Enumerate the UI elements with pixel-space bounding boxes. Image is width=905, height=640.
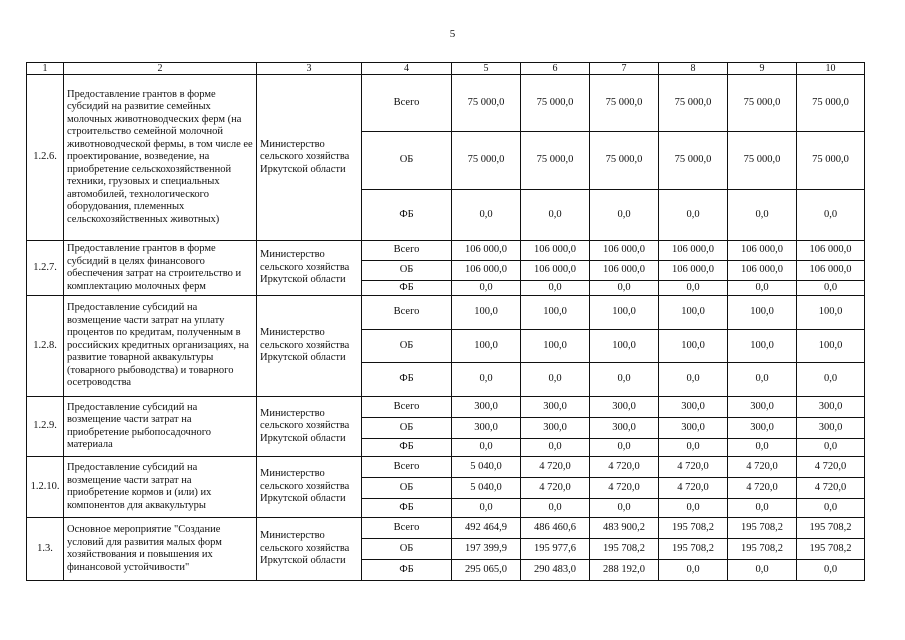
column-header-8: 8 <box>659 63 728 75</box>
amount-cell: 0,0 <box>728 281 797 296</box>
amount-cell: 300,0 <box>659 418 728 439</box>
amount-cell: 0,0 <box>521 190 590 241</box>
funding-source: ФБ <box>362 499 452 518</box>
amount-cell: 100,0 <box>590 296 659 330</box>
amount-cell: 195 708,2 <box>659 539 728 560</box>
table-row <box>27 75 865 132</box>
amount-cell: 0,0 <box>659 281 728 296</box>
table-row <box>27 457 865 478</box>
amount-cell: 100,0 <box>728 330 797 363</box>
funding-source: ФБ <box>362 281 452 296</box>
row-code: 1.2.10. <box>27 457 64 518</box>
amount-cell: 0,0 <box>521 439 590 457</box>
amount-cell: 0,0 <box>590 499 659 518</box>
amount-cell: 300,0 <box>590 397 659 418</box>
amount-cell: 106 000,0 <box>728 261 797 281</box>
amount-cell: 300,0 <box>659 397 728 418</box>
amount-cell: 4 720,0 <box>590 457 659 478</box>
page-number: 5 <box>449 28 456 40</box>
funding-source: ОБ <box>362 132 452 190</box>
amount-cell: 0,0 <box>521 363 590 397</box>
amount-cell: 75 000,0 <box>728 75 797 132</box>
amount-cell: 75 000,0 <box>797 132 865 190</box>
amount-cell: 4 720,0 <box>590 478 659 499</box>
amount-cell: 300,0 <box>521 397 590 418</box>
funding-source: Всего <box>362 457 452 478</box>
amount-cell: 0,0 <box>521 281 590 296</box>
amount-cell: 290 483,0 <box>521 560 590 581</box>
amount-cell: 75 000,0 <box>590 132 659 190</box>
amount-cell: 0,0 <box>590 363 659 397</box>
amount-cell: 100,0 <box>797 330 865 363</box>
table-row <box>27 241 865 261</box>
amount-cell: 195 708,2 <box>728 518 797 539</box>
amount-cell: 106 000,0 <box>659 261 728 281</box>
amount-cell: 0,0 <box>659 560 728 581</box>
amount-cell: 4 720,0 <box>659 478 728 499</box>
row-description: Предоставление субсидий на возмещение части затрат на приобретение кормов и (или) их компонентов для аквакультуры <box>64 457 257 518</box>
amount-cell: 0,0 <box>590 190 659 241</box>
column-header-4: 4 <box>362 63 452 75</box>
row-organization: Министерство сельского хозяйства Иркутской области <box>257 241 362 296</box>
amount-cell: 0,0 <box>797 281 865 296</box>
amount-cell: 486 460,6 <box>521 518 590 539</box>
funding-source: Всего <box>362 296 452 330</box>
amount-cell: 4 720,0 <box>728 478 797 499</box>
funding-source: Всего <box>362 397 452 418</box>
amount-cell: 0,0 <box>797 499 865 518</box>
amount-cell: 300,0 <box>521 418 590 439</box>
amount-cell: 0,0 <box>728 190 797 241</box>
amount-cell: 0,0 <box>659 363 728 397</box>
amount-cell: 106 000,0 <box>590 241 659 261</box>
amount-cell: 106 000,0 <box>728 241 797 261</box>
row-organization: Министерство сельского хозяйства Иркутской области <box>257 296 362 397</box>
amount-cell: 0,0 <box>452 439 521 457</box>
amount-cell: 100,0 <box>521 330 590 363</box>
column-header-1: 1 <box>27 63 64 75</box>
funding-source: ОБ <box>362 261 452 281</box>
amount-cell: 0,0 <box>452 190 521 241</box>
column-header-10: 10 <box>797 63 865 75</box>
row-description: Предоставление субсидий на возмещение части затрат на приобретение рыбопосадочного материала <box>64 397 257 457</box>
amount-cell: 106 000,0 <box>521 261 590 281</box>
amount-cell: 300,0 <box>590 418 659 439</box>
row-organization: Министерство сельского хозяйства Иркутской области <box>257 518 362 581</box>
amount-cell: 75 000,0 <box>797 75 865 132</box>
amount-cell: 100,0 <box>659 296 728 330</box>
amount-cell: 300,0 <box>797 418 865 439</box>
row-code: 1.2.6. <box>27 75 64 241</box>
amount-cell: 4 720,0 <box>797 457 865 478</box>
row-description: Предоставление грантов в форме субсидий на развитие семейных молочных животноводческих ферм (на строительство семейной молочной животноводческой фермы, в том числе ее проектирование, возведение, на приобретение сельскохозяйственной техники, грузовых и специальных автомобилей, технологического оборудования, племенных сельскохозяйственных животных) <box>64 75 257 241</box>
column-header-2: 2 <box>64 63 257 75</box>
amount-cell: 195 708,2 <box>659 518 728 539</box>
amount-cell: 288 192,0 <box>590 560 659 581</box>
amount-cell: 0,0 <box>452 281 521 296</box>
amount-cell: 300,0 <box>452 397 521 418</box>
row-organization: Министерство сельского хозяйства Иркутской области <box>257 457 362 518</box>
row-description: Предоставление субсидий на возмещение части затрат на уплату процентов по кредитам, полученным в российских кредитных организациях, на развитие товарной аквакультуры (товарного рыбоводства) и товарного осетроводства <box>64 296 257 397</box>
row-code: 1.3. <box>27 518 64 581</box>
column-header-6: 6 <box>521 63 590 75</box>
amount-cell: 75 000,0 <box>521 132 590 190</box>
row-code: 1.2.9. <box>27 397 64 457</box>
amount-cell: 300,0 <box>728 397 797 418</box>
amount-cell: 75 000,0 <box>452 75 521 132</box>
funding-source: ОБ <box>362 330 452 363</box>
row-code: 1.2.7. <box>27 241 64 296</box>
header-row <box>27 63 865 75</box>
amount-cell: 197 399,9 <box>452 539 521 560</box>
amount-cell: 0,0 <box>797 363 865 397</box>
amount-cell: 195 977,6 <box>521 539 590 560</box>
row-description: Основное мероприятие "Создание условий для развития малых форм хозяйствования и повышения их финансовой устойчивости" <box>64 518 257 581</box>
amount-cell: 0,0 <box>590 281 659 296</box>
table-row <box>27 296 865 330</box>
amount-cell: 0,0 <box>728 560 797 581</box>
amount-cell: 195 708,2 <box>728 539 797 560</box>
amount-cell: 75 000,0 <box>659 75 728 132</box>
funding-source: Всего <box>362 75 452 132</box>
column-header-5: 5 <box>452 63 521 75</box>
amount-cell: 483 900,2 <box>590 518 659 539</box>
column-header-9: 9 <box>728 63 797 75</box>
amount-cell: 106 000,0 <box>797 261 865 281</box>
budget-table <box>26 62 865 581</box>
funding-source: ОБ <box>362 539 452 560</box>
amount-cell: 5 040,0 <box>452 457 521 478</box>
amount-cell: 195 708,2 <box>590 539 659 560</box>
amount-cell: 300,0 <box>728 418 797 439</box>
amount-cell: 106 000,0 <box>452 241 521 261</box>
amount-cell: 106 000,0 <box>521 241 590 261</box>
amount-cell: 195 708,2 <box>797 518 865 539</box>
amount-cell: 4 720,0 <box>797 478 865 499</box>
amount-cell: 0,0 <box>659 439 728 457</box>
amount-cell: 75 000,0 <box>590 75 659 132</box>
amount-cell: 4 720,0 <box>659 457 728 478</box>
amount-cell: 0,0 <box>452 363 521 397</box>
column-header-3: 3 <box>257 63 362 75</box>
funding-source: Всего <box>362 241 452 261</box>
amount-cell: 5 040,0 <box>452 478 521 499</box>
amount-cell: 195 708,2 <box>797 539 865 560</box>
table-row <box>27 518 865 539</box>
amount-cell: 100,0 <box>659 330 728 363</box>
row-code: 1.2.8. <box>27 296 64 397</box>
amount-cell: 100,0 <box>521 296 590 330</box>
amount-cell: 0,0 <box>728 499 797 518</box>
table-row <box>27 397 865 418</box>
amount-cell: 100,0 <box>452 296 521 330</box>
amount-cell: 100,0 <box>590 330 659 363</box>
amount-cell: 75 000,0 <box>452 132 521 190</box>
amount-cell: 0,0 <box>728 363 797 397</box>
amount-cell: 0,0 <box>797 190 865 241</box>
amount-cell: 106 000,0 <box>659 241 728 261</box>
row-description: Предоставление грантов в форме субсидий в целях финансового обеспечения затрат на строительство и комплектацию молочных ферм <box>64 241 257 296</box>
amount-cell: 100,0 <box>728 296 797 330</box>
amount-cell: 100,0 <box>452 330 521 363</box>
amount-cell: 0,0 <box>659 190 728 241</box>
funding-source: ФБ <box>362 363 452 397</box>
amount-cell: 75 000,0 <box>521 75 590 132</box>
column-header-7: 7 <box>590 63 659 75</box>
amount-cell: 0,0 <box>659 499 728 518</box>
amount-cell: 295 065,0 <box>452 560 521 581</box>
amount-cell: 4 720,0 <box>521 457 590 478</box>
amount-cell: 300,0 <box>452 418 521 439</box>
amount-cell: 75 000,0 <box>728 132 797 190</box>
amount-cell: 0,0 <box>590 439 659 457</box>
amount-cell: 0,0 <box>797 560 865 581</box>
amount-cell: 0,0 <box>521 499 590 518</box>
amount-cell: 106 000,0 <box>797 241 865 261</box>
funding-source: Всего <box>362 518 452 539</box>
funding-source: ФБ <box>362 190 452 241</box>
amount-cell: 106 000,0 <box>452 261 521 281</box>
amount-cell: 100,0 <box>797 296 865 330</box>
amount-cell: 0,0 <box>452 499 521 518</box>
funding-source: ОБ <box>362 478 452 499</box>
row-organization: Министерство сельского хозяйства Иркутской области <box>257 75 362 241</box>
funding-source: ОБ <box>362 418 452 439</box>
funding-source: ФБ <box>362 439 452 457</box>
funding-source: ФБ <box>362 560 452 581</box>
amount-cell: 106 000,0 <box>590 261 659 281</box>
amount-cell: 75 000,0 <box>659 132 728 190</box>
amount-cell: 4 720,0 <box>521 478 590 499</box>
amount-cell: 492 464,9 <box>452 518 521 539</box>
amount-cell: 4 720,0 <box>728 457 797 478</box>
amount-cell: 0,0 <box>797 439 865 457</box>
row-organization: Министерство сельского хозяйства Иркутской области <box>257 397 362 457</box>
amount-cell: 300,0 <box>797 397 865 418</box>
amount-cell: 0,0 <box>728 439 797 457</box>
